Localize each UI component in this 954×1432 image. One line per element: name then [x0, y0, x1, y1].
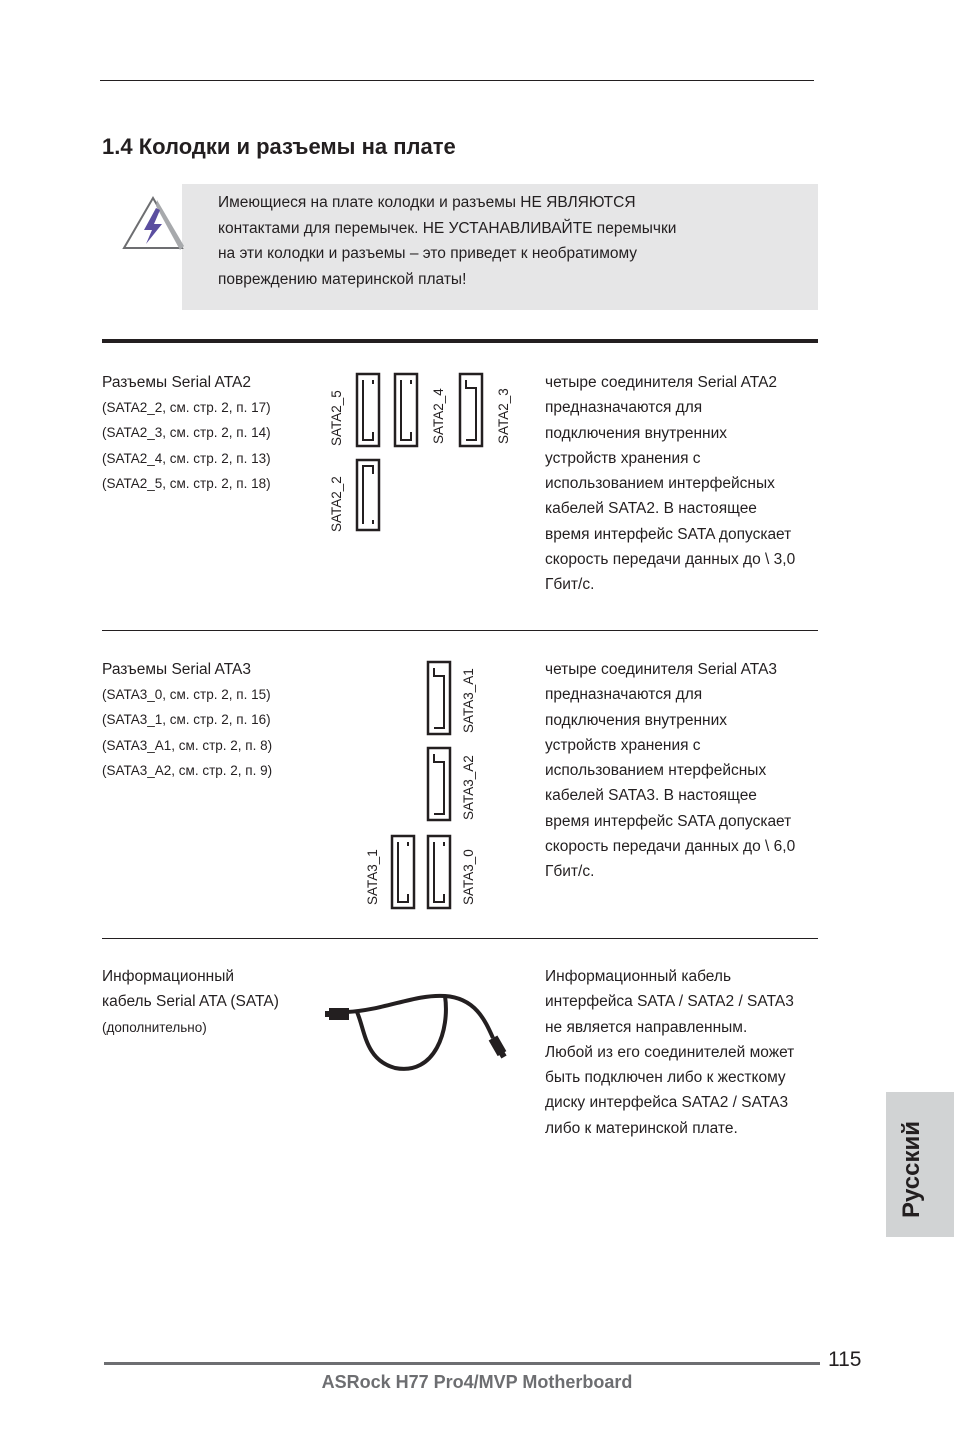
sata3-heading: Разъемы Serial ATA3 — [102, 661, 251, 678]
sata3-a2-label: SATA3_A2 — [461, 755, 476, 820]
sata2-labels — [102, 372, 271, 496]
desc-line: Любой из его соединителей может — [545, 1043, 795, 1061]
desc-line: диску интерфейса SATA2 / SATA3 — [545, 1094, 789, 1112]
sata2-description — [545, 370, 795, 598]
sata3-a1-label: SATA3_A1 — [461, 668, 476, 733]
desc-line: подключения внутренних — [545, 424, 728, 442]
cable-heading-line: кабель Serial ATA (SATA) — [102, 993, 279, 1011]
warning-triangle-icon — [120, 194, 186, 254]
desc-line: устройств хранения с — [545, 736, 701, 754]
warning-line: на эти колодки и разъемы – это приведет к необратимому — [218, 245, 638, 262]
desc-line: время интерфейс SATA допускает — [545, 525, 792, 543]
page-number: 115 — [828, 1348, 862, 1371]
sata3-ref: (SATA3_0, см. стр. 2, п. 15) — [102, 687, 271, 702]
cable-labels — [102, 964, 279, 1040]
sata3-ref: (SATA3_A1, см. стр. 2, п. 8) — [102, 737, 273, 753]
desc-line: либо к материнской плате. — [545, 1119, 738, 1137]
sata3-connectors-diagram — [390, 658, 460, 914]
sata-cable-image — [325, 990, 515, 1080]
desc-line: предназначаются для — [545, 686, 703, 704]
sata2-3-connector — [460, 374, 482, 446]
sata2-connectors-diagram — [355, 370, 490, 535]
sata3-ref: (SATA3_A2, см. стр. 2, п. 9) — [102, 762, 273, 778]
warning-line: Имеющиеся на плате колодки и разъемы НЕ ЯВЛЯЮТСЯ — [218, 194, 636, 211]
sata2-3-label: SATA2_3 — [496, 388, 511, 444]
sata2-5-connector — [357, 374, 379, 446]
sata3-ref: (SATA3_1, см. стр. 2, п. 16) — [102, 712, 271, 728]
sata2-heading: Разъемы Serial ATA2 — [102, 374, 251, 391]
desc-line: предназначаются для — [545, 399, 703, 417]
section-title: 1.4 Колодки и разъемы на плате — [102, 134, 456, 159]
desc-line: быть подключен либо к жесткому — [545, 1069, 786, 1087]
desc-line: Гбит/с. — [545, 863, 595, 881]
sata2-ref: (SATA2_4, см. стр. 2, п. 13) — [102, 450, 271, 466]
desc-line: скорость передачи данных до \ 3,0 — [545, 551, 796, 569]
sata3-description — [545, 657, 795, 885]
sata2-5-label: SATA2_5 — [329, 390, 344, 446]
desc-line: не является направленным. — [545, 1018, 748, 1036]
sata2-2-connector — [357, 460, 379, 530]
sata3-0-connector — [428, 836, 450, 908]
warning-line: повреждению материнской платы! — [218, 270, 467, 288]
top-rule — [100, 80, 814, 81]
warning-text — [218, 190, 676, 292]
desc-line: скорость передачи данных до \ 6,0 — [545, 838, 796, 856]
sata2-4-label: SATA2_4 — [431, 388, 446, 444]
desc-line: подключения внутренних — [545, 711, 728, 729]
cable-heading-line: Информационный — [102, 968, 235, 985]
thick-divider — [102, 339, 818, 343]
desc-line: устройств хранения с — [545, 449, 701, 467]
sata3-1-label: SATA3_1 — [365, 849, 380, 905]
sata2-4-connector — [395, 374, 417, 446]
sata2-ref: (SATA2_2, см. стр. 2, п. 17) — [102, 400, 271, 415]
desc-line: кабелей SATA2. В настоящее — [545, 500, 757, 518]
sata3-1-connector — [392, 836, 414, 908]
divider — [102, 938, 818, 939]
desc-line: четыре соединителя Serial ATA2 — [545, 374, 778, 391]
sata3-0-label: SATA3_0 — [461, 849, 476, 905]
desc-line: Информационный кабель — [545, 968, 732, 985]
language-tab-label: Русский — [898, 1121, 925, 1218]
sata2-ref: (SATA2_3, см. стр. 2, п. 14) — [102, 425, 271, 441]
desc-line: использованием нтерфейсных — [545, 762, 767, 780]
desc-line: время интерфейс SATA допускает — [545, 812, 792, 830]
footer-product-name: ASRock H77 Pro4/MVP Motherboard — [321, 1372, 633, 1392]
sata3-labels — [102, 659, 272, 783]
divider — [102, 630, 818, 631]
desc-line: Гбит/с. — [545, 576, 595, 594]
sata2-2-label: SATA2_2 — [329, 476, 344, 532]
desc-line: четыре соединителя Serial ATA3 — [545, 661, 778, 678]
cable-description — [545, 964, 794, 1141]
sata2-ref: (SATA2_5, см. стр. 2, п. 18) — [102, 475, 271, 491]
sata3-a2-connector — [428, 748, 450, 820]
footer-product — [0, 1372, 954, 1393]
desc-line: интерфейса SATA / SATA2 / SATA3 — [545, 993, 794, 1011]
desc-line: кабелей SATA3. В настоящее — [545, 787, 757, 805]
warning-line: контактами для перемычек. НЕ УСТАНАВЛИВАЙТЕ перемычки — [218, 219, 677, 237]
sata3-a1-connector — [428, 662, 450, 734]
desc-line: использованием интерфейсных — [545, 475, 775, 493]
cable-optional-note: (дополнительно) — [102, 1019, 207, 1035]
footer-rule — [104, 1362, 820, 1365]
